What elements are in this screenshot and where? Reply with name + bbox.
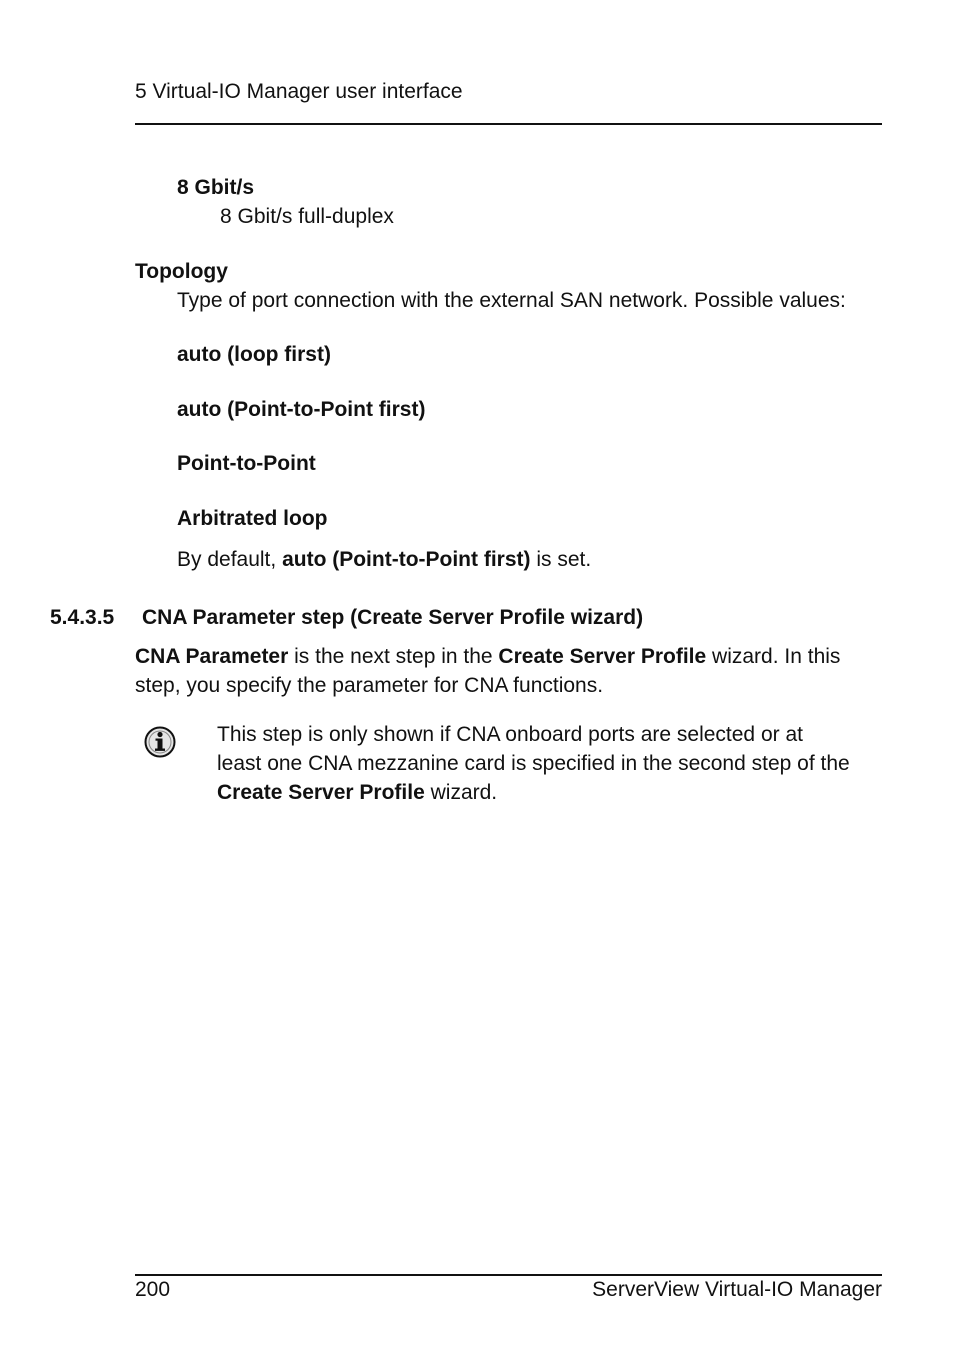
- speed-description: 8 Gbit/s full-duplex: [220, 205, 394, 228]
- topology-default-value: auto (Point-to-Point first): [282, 548, 531, 571]
- page-number: 200: [135, 1278, 171, 1301]
- topology-value-p2p: Point-to-Point: [177, 452, 316, 475]
- topology-value-arbitrated-loop: Arbitrated loop: [177, 507, 328, 530]
- section-number: 5.4.3.5: [50, 606, 115, 629]
- product-name: ServerView Virtual-IO Manager: [592, 1278, 882, 1301]
- intro-line-1: CNA Parameter is the next step in the Create Server Profile wizard. In this: [135, 645, 841, 668]
- topology-value-p2p-first: auto (Point-to-Point first): [177, 398, 426, 421]
- chapter-title: 5 Virtual-IO Manager user interface: [135, 80, 463, 103]
- info-icon: [143, 725, 177, 759]
- note-line-3: Create Server Profile wizard.: [217, 781, 498, 804]
- footer-rule: [135, 1274, 882, 1276]
- note-line-1: This step is only shown if CNA onboard ports are selected or at: [217, 723, 803, 746]
- topology-term: Topology: [135, 260, 228, 283]
- intro-line-2: step, you specify the parameter for CNA functions.: [135, 674, 604, 697]
- note-line-2: least one CNA mezzanine card is specified in the second step of the: [217, 752, 850, 775]
- topology-default: By default, auto (Point-to-Point first) is set.: [177, 548, 592, 571]
- header-rule: [135, 123, 882, 125]
- speed-term: 8 Gbit/s: [177, 176, 255, 199]
- topology-value-loop-first: auto (loop first): [177, 343, 331, 366]
- section-title: CNA Parameter step (Create Server Profile wizard): [142, 606, 644, 629]
- topology-description: Type of port connection with the external SAN network. Possible values:: [177, 289, 846, 312]
